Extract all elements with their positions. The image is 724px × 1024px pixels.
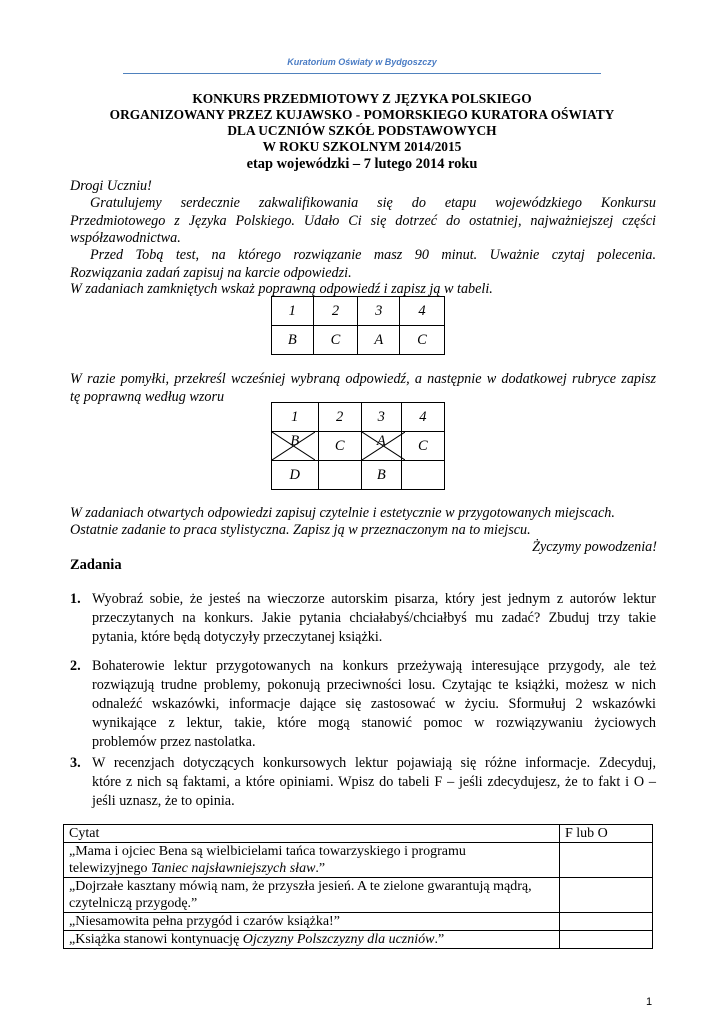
quote-text: telewizyjnego [69, 861, 152, 876]
title-line: DLA UCZNIÓW SZKÓŁ PODSTAWOWYCH [227, 123, 497, 138]
title-line: ORGANIZOWANY PRZEZ KUJAWSKO - POMORSKIEGO KURATORA OŚWIATY [109, 107, 615, 122]
table-cell: 2 [318, 403, 361, 432]
table-cell: C [313, 326, 358, 355]
answer-cell[interactable] [560, 913, 653, 931]
answer-table-example [271, 296, 445, 355]
fact-opinion-table [63, 824, 653, 949]
text-line: Bohaterowie lektur przygotowanych na konkurs przeżywają interesujące przygody, ale też [92, 658, 656, 674]
last-task-instruction: Ostatnie zadanie to praca stylistyczna. Zapisz ją w przeznaczonym na to miejscu. [70, 522, 531, 538]
crossed-answer: B [290, 432, 300, 449]
quote-text: czytelniczą przygodę.” [69, 896, 198, 911]
tasks-heading: Zadania [70, 557, 122, 573]
text-line: problemów przez nastolatka. [92, 734, 256, 750]
crossed-answer: A [376, 432, 386, 449]
text-line: Przedmiotowego z Języka Polskiego. Udało Ci się dotrzeć do ostatniej, najważniejszej części [70, 212, 656, 229]
task-number: 2. [70, 658, 81, 674]
closed-tasks-instruction: W zadaniach zamkniętych wskaż poprawną odpowiedź i zapisz ją w tabeli. [70, 281, 493, 297]
crossed-cell [361, 432, 401, 461]
table-cell: 4 [400, 297, 445, 326]
quote-text: „Dojrzałe kasztany mówią nam, że przyszła jesień. A te zielone gwarantują mądrą, [69, 879, 532, 894]
title-line: KONKURS PRZEDMIOTOWY Z JĘZYKA POLSKIEGO [192, 91, 532, 106]
text-line: Wyobraź sobie, że jesteś na wieczorze autorskim pisarza, który jest jednym z autorów lektur [92, 591, 656, 607]
intro-paragraph-2 [70, 247, 656, 282]
answer-cell[interactable] [560, 931, 653, 949]
column-header-quote: Cytat [64, 825, 560, 843]
text-line: współzawodnictwa. [70, 230, 181, 246]
table-row [64, 878, 653, 913]
text-line: rozwiązują trudne problemy, pokonują przeciwności losu. Czytając te książki, możesz w nich [92, 677, 656, 693]
table-cell: A [358, 326, 400, 355]
task-1 [70, 590, 656, 647]
page-number: 1 [646, 996, 653, 1008]
quote-cell [64, 843, 560, 878]
text-line: W recenzjach dotyczących konkursowych lektur pojawiają się różne informacje. Zdecyduj, [92, 755, 656, 771]
text-line: W razie pomyłki, przekreśl wcześniej wybraną odpowiedź, a następnie w dodatkowej rubryce zapisz [70, 371, 656, 387]
text-line: które z nich są faktami, a które opiniami. Wpisz do tabeli F – jeśli zdecydujesz, że to fakt i O – [92, 774, 656, 790]
open-tasks-instruction: W zadaniach otwartych odpowiedzi zapisuj czytelnie i estetycznie w przygotowanych miejscach. [70, 505, 615, 521]
quote-cell [64, 878, 560, 913]
table-cell: D [272, 461, 319, 490]
table-cell: 1 [272, 297, 314, 326]
quote-text: „Książka stanowi kontynuację [69, 932, 243, 947]
table-header-row [64, 825, 653, 843]
document-title [0, 91, 724, 173]
text-line: pytania, które będą dotyczyły przeczytanej książki. [92, 629, 383, 645]
table-cell: 3 [358, 297, 400, 326]
header-rule [123, 73, 601, 74]
table-cell: B [272, 326, 314, 355]
greeting: Drogi Uczniu! [70, 178, 152, 194]
quote-cell [64, 931, 560, 949]
text-line: Rozwiązania zadań zapisuj na karcie odpowiedzi. [70, 264, 352, 281]
quote-text: „Niesamowita pełna przygód i czarów książka!” [69, 914, 340, 929]
text-line: przeczytanych na konkurs. Jakie pytania chciałabyś/chciałbyś mu zadać? Zbuduj trzy takie [92, 610, 656, 626]
table-cell: 3 [361, 403, 401, 432]
answer-cell[interactable] [560, 878, 653, 913]
column-header-answer: F lub O [560, 825, 653, 843]
text-line: Przed Tobą test, na którego rozwiązanie masz 90 minut. Uważnie czytaj polecenia. [90, 247, 656, 263]
task-number: 3. [70, 755, 81, 771]
table-cell: 1 [272, 403, 319, 432]
quote-text: „Mama i ojciec Bena są wielbicielami tańca towarzyskiego i programu [69, 844, 466, 859]
table-cell: B [361, 461, 401, 490]
table-cell [318, 461, 361, 490]
task-number: 1. [70, 591, 81, 607]
text-line: jeśli uznasz, że to opinia. [92, 793, 235, 809]
text-line: Gratulujemy serdecznie zakwalifikowania się do etapu wojewódzkiego Konkursu [90, 195, 656, 211]
table-row [64, 843, 653, 878]
title-line: W ROKU SZKOLNYM 2014/2015 [262, 139, 462, 154]
mistake-instruction [70, 371, 656, 406]
task-3 [70, 754, 656, 811]
intro-paragraph-1 [70, 195, 656, 248]
cross-out-icon [362, 432, 405, 460]
table-cell: 2 [313, 297, 358, 326]
table-row [64, 913, 653, 931]
table-cell: 4 [401, 403, 444, 432]
table-row [64, 931, 653, 949]
cross-out-icon [272, 432, 315, 460]
quote-cell [64, 913, 560, 931]
quote-text: .” [434, 932, 445, 947]
crossed-cell [272, 432, 319, 461]
table-cell: C [400, 326, 445, 355]
answer-cell[interactable] [560, 843, 653, 878]
text-line: odnaleźć wskazówki, informacje dające się zastosować w życiu. Sformułuj 2 wskazówki [92, 696, 656, 712]
good-luck-wish: Życzymy powodzenia! [532, 539, 657, 555]
task-2 [70, 657, 656, 752]
header-organization: Kuratorium Oświaty w Bydgoszczy [287, 57, 437, 67]
correction-table-example [271, 402, 445, 490]
quote-title: Taniec najsławniejszych sław [151, 861, 316, 876]
table-cell: C [401, 432, 444, 461]
text-line: tę poprawną według wzoru [70, 388, 225, 405]
stage-line: etap wojewódzki – 7 lutego 2014 roku [246, 156, 478, 172]
text-line: wynikające z lektur, takie, które mogą stanowić pomoc w rozwiązywaniu życiowych [92, 715, 656, 731]
quote-title: Ojczyzny Polszczyzny dla uczniów [242, 932, 435, 947]
table-cell [401, 461, 444, 490]
table-cell: C [318, 432, 361, 461]
quote-text: .” [315, 861, 326, 876]
